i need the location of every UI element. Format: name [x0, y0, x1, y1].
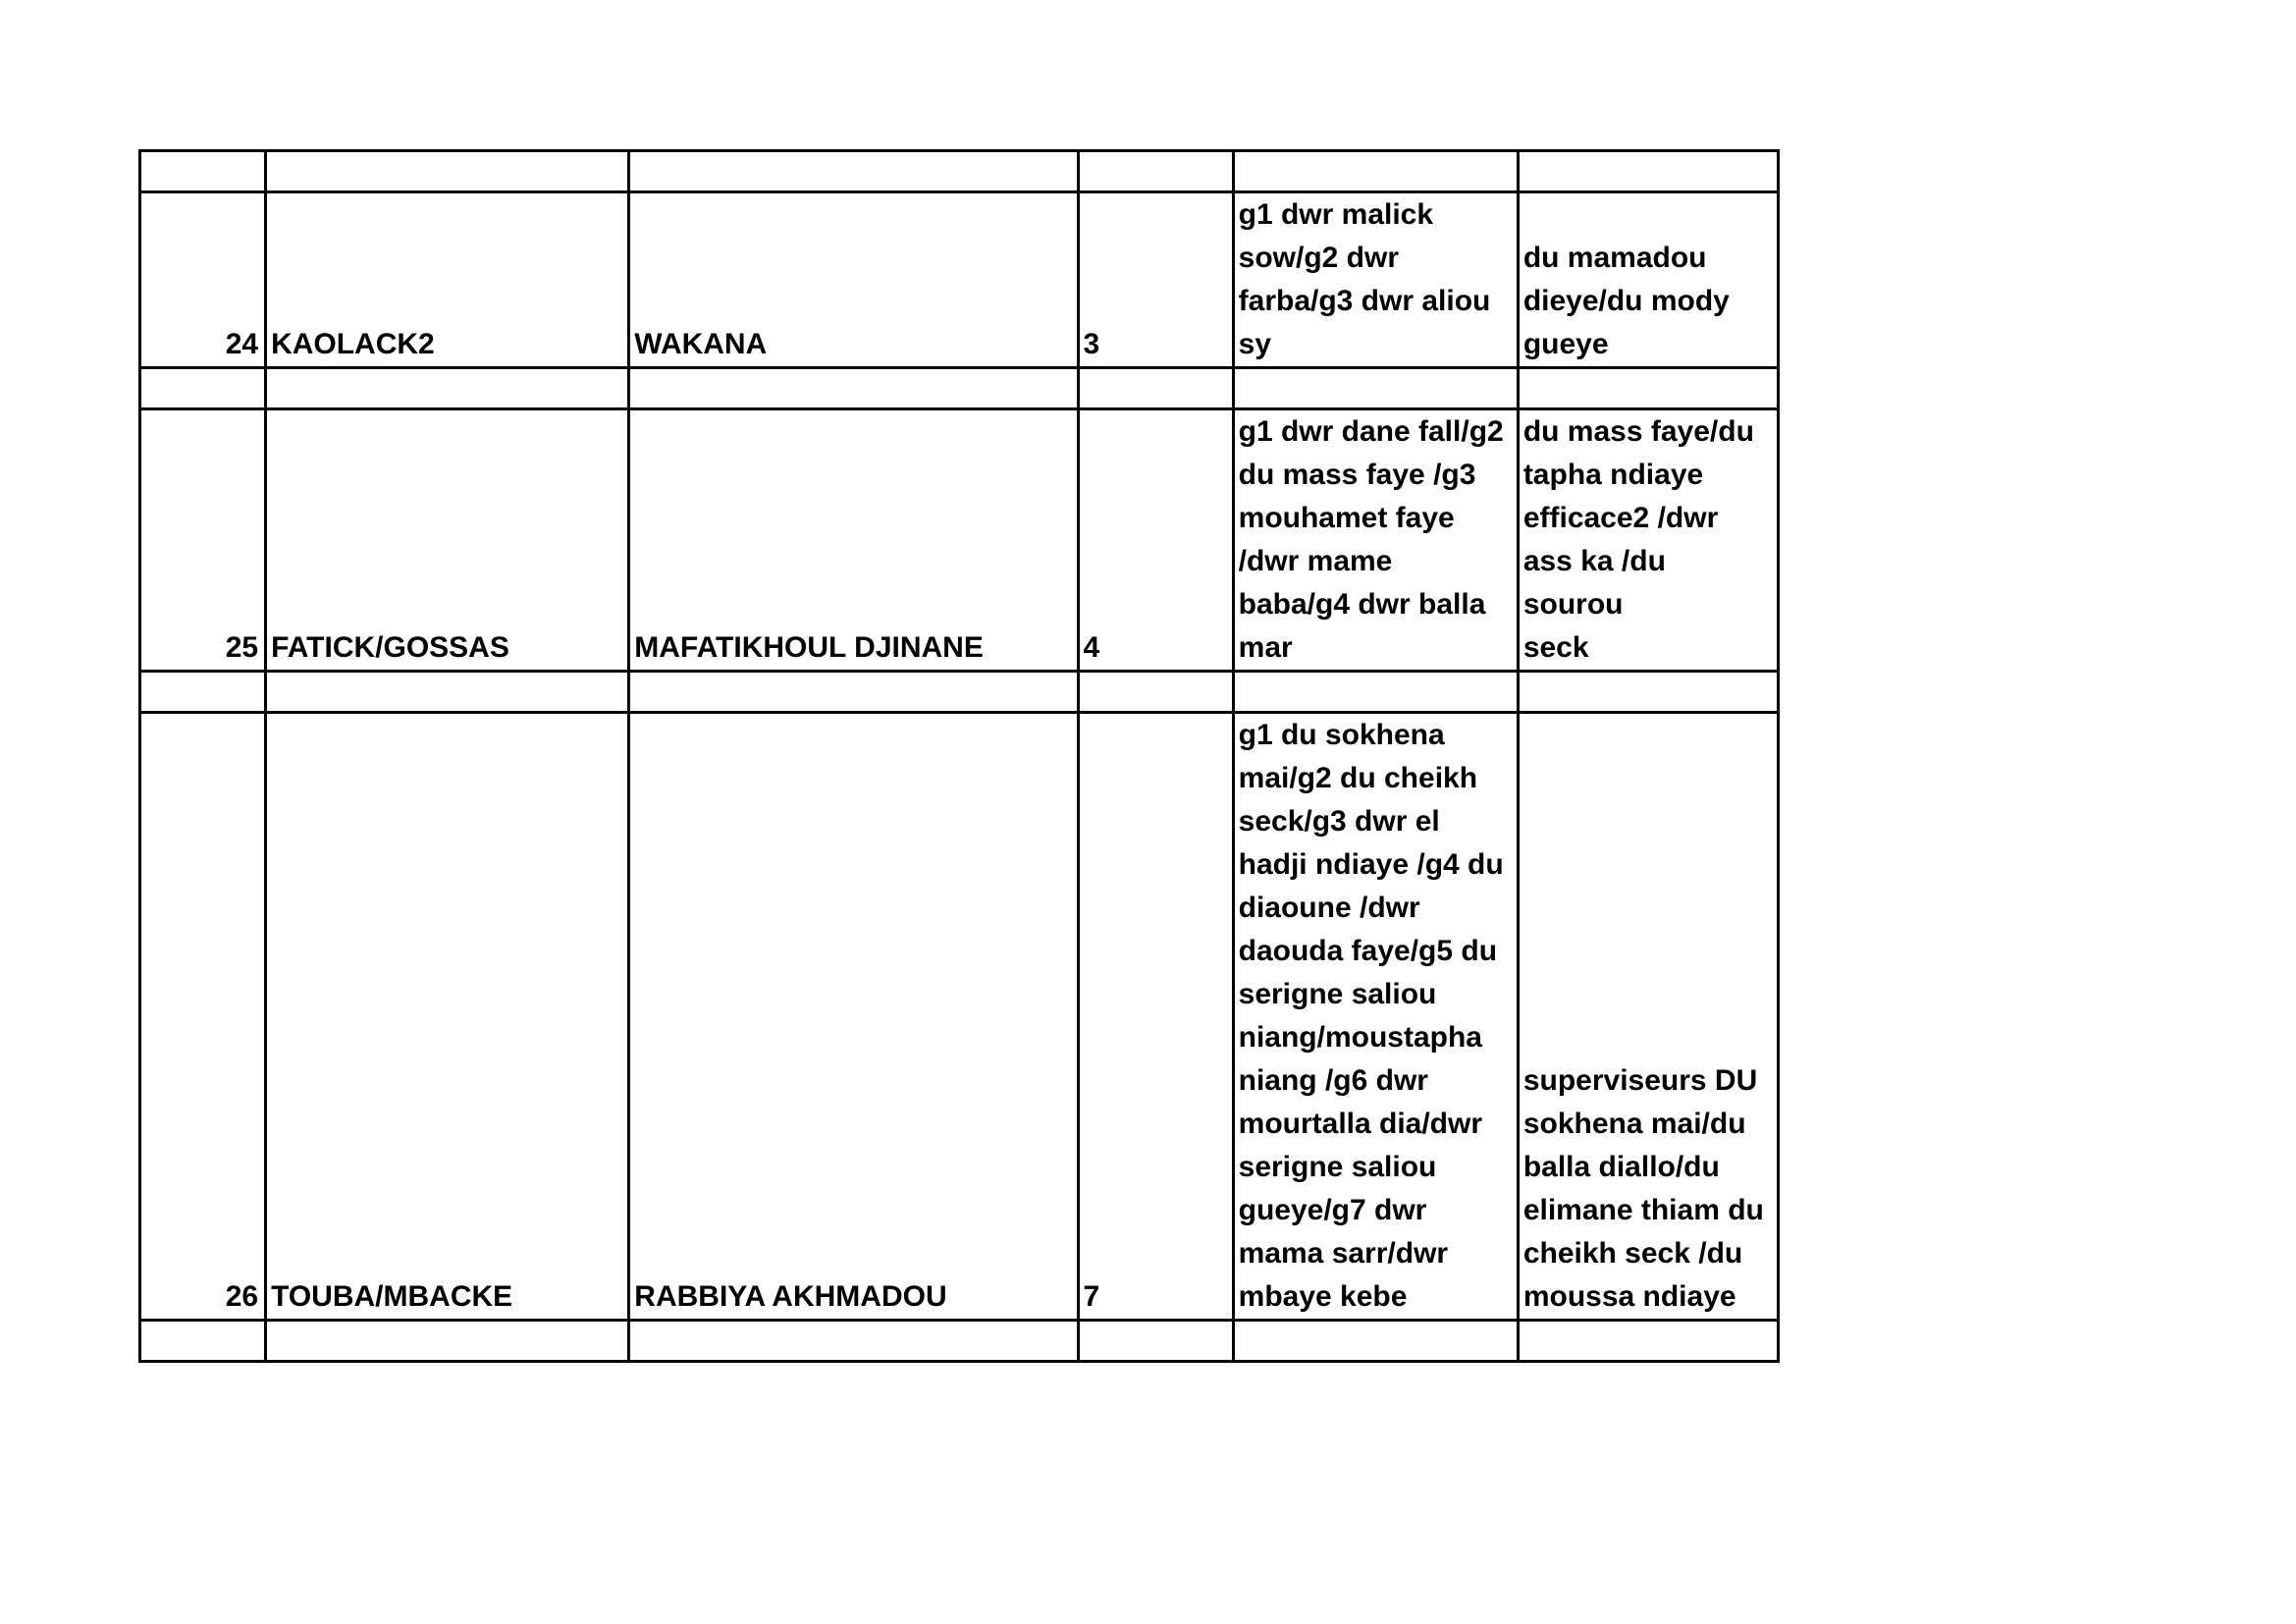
empty-cell[interactable]: [1518, 672, 1778, 713]
supervisors-line: gueye: [1522, 328, 1609, 360]
region-cell[interactable]: FATICK/GOSSAS: [266, 409, 629, 672]
empty-cell[interactable]: [140, 1321, 266, 1362]
empty-cell[interactable]: [266, 368, 629, 409]
empty-cell[interactable]: [1233, 672, 1518, 713]
supervisors-line: superviseurs DU: [1522, 1064, 1758, 1097]
groups-line: sy: [1238, 328, 1272, 360]
groups-cell[interactable]: [1233, 192, 1518, 368]
supervisors-line: seck: [1522, 631, 1589, 664]
empty-cell[interactable]: [140, 672, 266, 713]
count-cell[interactable]: 3: [1078, 192, 1233, 368]
groups-line: serigne saliou: [1238, 1151, 1437, 1183]
name-cell[interactable]: RABBIYA AKHMADOU: [629, 713, 1078, 1321]
empty-cell[interactable]: [1518, 151, 1778, 192]
groups-line: daouda faye/g5 du: [1238, 935, 1498, 967]
supervisors-line: balla diallo/du: [1522, 1151, 1720, 1183]
empty-cell[interactable]: [1233, 151, 1518, 192]
empty-cell[interactable]: [140, 151, 266, 192]
supervisors-line: ass ka /du sourou: [1522, 545, 1666, 621]
table-row: [140, 713, 1779, 1321]
empty-cell[interactable]: [629, 1321, 1078, 1362]
groups-line: mourtalla dia/dwr: [1238, 1108, 1483, 1140]
groups-line: baba/g4 dwr balla: [1238, 588, 1486, 621]
groups-cell[interactable]: [1233, 713, 1518, 1321]
empty-cell[interactable]: [266, 672, 629, 713]
row-number-cell[interactable]: 25: [140, 409, 266, 672]
row-number-cell[interactable]: 26: [140, 713, 266, 1321]
supervisors-line: cheikh seck /du: [1522, 1237, 1743, 1270]
groups-line: diaoune /dwr: [1238, 892, 1420, 924]
supervisors-line: du mamadou: [1522, 242, 1707, 274]
groups-line: niang/moustapha: [1238, 1021, 1482, 1054]
groups-cell[interactable]: [1233, 409, 1518, 672]
groups-line: seck/g3 dwr el: [1238, 805, 1440, 838]
groups-line: niang /g6 dwr: [1238, 1064, 1428, 1097]
table-row: [140, 192, 1779, 368]
groups-line: mai/g2 du cheikh: [1238, 762, 1478, 794]
groups-line: g1 dwr dane fall/g2: [1238, 415, 1504, 448]
supervisors-line: du mass faye/du: [1522, 415, 1754, 448]
empty-cell[interactable]: [629, 368, 1078, 409]
empty-cell[interactable]: [266, 1321, 629, 1362]
groups-line: serigne saliou: [1238, 978, 1437, 1010]
count-cell[interactable]: 4: [1078, 409, 1233, 672]
empty-cell[interactable]: [629, 151, 1078, 192]
supervisors-line: dieye/du mody: [1522, 285, 1730, 317]
spacer-row: [140, 368, 1779, 409]
empty-cell[interactable]: [1078, 368, 1233, 409]
empty-cell[interactable]: [1233, 368, 1518, 409]
groups-line: hadji ndiaye /g4 du: [1238, 848, 1504, 881]
supervisors-line: sokhena mai/du: [1522, 1108, 1746, 1140]
groups-line: g1 du sokhena: [1238, 719, 1445, 751]
spacer-row: [140, 1321, 1779, 1362]
row-number-cell[interactable]: 24: [140, 192, 266, 368]
empty-cell[interactable]: [1078, 151, 1233, 192]
supervisors-line: efficace2 /dwr: [1522, 502, 1719, 534]
empty-cell[interactable]: [1078, 672, 1233, 713]
groups-line: sow/g2 dwr: [1238, 242, 1399, 274]
empty-cell[interactable]: [1518, 368, 1778, 409]
groups-line: mar: [1238, 631, 1293, 664]
groups-line: /dwr mame: [1238, 545, 1393, 577]
groups-line: mama sarr/dwr: [1238, 1237, 1449, 1270]
empty-cell[interactable]: [266, 151, 629, 192]
supervisors-line: elimane thiam du: [1522, 1194, 1764, 1226]
spacer-row: [140, 672, 1779, 713]
supervisors-cell[interactable]: [1518, 713, 1778, 1321]
groups-line: mbaye kebe: [1238, 1280, 1408, 1313]
region-cell[interactable]: KAOLACK2: [266, 192, 629, 368]
empty-cell[interactable]: [1518, 1321, 1778, 1362]
supervisors-cell[interactable]: [1518, 192, 1778, 368]
supervisors-line: moussa ndiaye: [1522, 1280, 1736, 1313]
spacer-row: [140, 151, 1779, 192]
groups-line: du mass faye /g3: [1238, 459, 1476, 491]
table-row: [140, 409, 1779, 672]
region-cell[interactable]: TOUBA/MBACKE: [266, 713, 629, 1321]
name-cell[interactable]: WAKANA: [629, 192, 1078, 368]
count-cell[interactable]: 7: [1078, 713, 1233, 1321]
groups-line: gueye/g7 dwr: [1238, 1194, 1427, 1226]
supervisors-cell[interactable]: [1518, 409, 1778, 672]
supervisors-line: tapha ndiaye: [1522, 459, 1704, 491]
name-cell[interactable]: MAFATIKHOUL DJINANE: [629, 409, 1078, 672]
spreadsheet-table: [138, 149, 1780, 1363]
empty-cell[interactable]: [140, 368, 266, 409]
groups-line: g1 dwr malick: [1238, 198, 1434, 231]
groups-line: mouhamet faye: [1238, 502, 1455, 534]
empty-cell[interactable]: [629, 672, 1078, 713]
empty-cell[interactable]: [1233, 1321, 1518, 1362]
groups-line: farba/g3 dwr aliou: [1238, 285, 1491, 317]
empty-cell[interactable]: [1078, 1321, 1233, 1362]
